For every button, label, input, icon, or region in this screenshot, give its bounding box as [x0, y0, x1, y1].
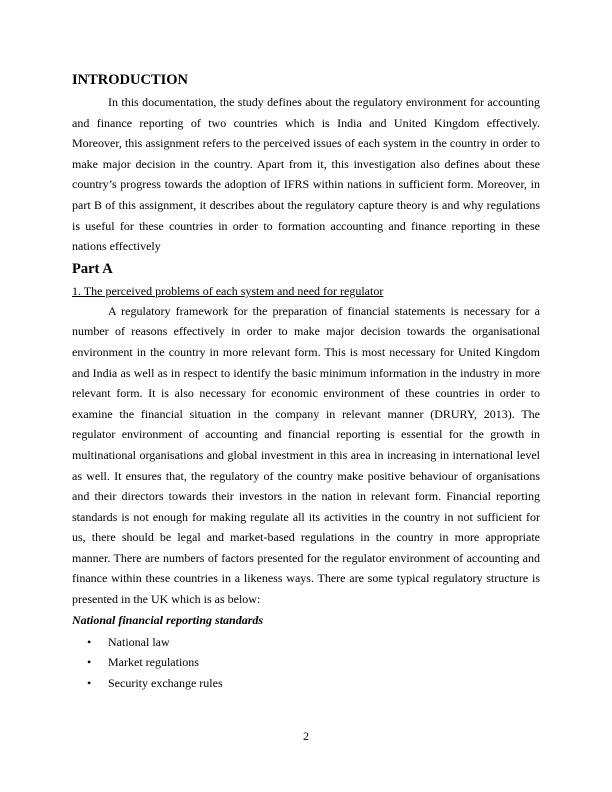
list-item-text: National law [108, 634, 170, 649]
part-a-heading: Part A [72, 260, 113, 277]
page-number: 2 [303, 729, 309, 743]
document-page [72, 70, 540, 693]
list-item [72, 673, 540, 694]
list-item-text: Security exchange rules [108, 675, 223, 690]
list-heading: National financial reporting standards [72, 612, 264, 627]
bullet-icon: • [87, 675, 92, 690]
section-heading: 1. The perceived problems of each system and need for regulator [72, 283, 384, 298]
introduction-paragraph: In this documentation, the study defines about the regulatory environment for accounting and finance reporting of two countries which is India and United Kingdom effectively. Moreover, this assignment refers to the perceived issues of each system in the country in order to make major decision in the country. Apart from it, this investigation also defines about these country’s progress towards the adoption of IFRS within nations in sufficient form. Moreover, in part B of this assignment, it describes about the regulatory capture theory is and why regulations is useful for these countries in order to formation accounting and finance reporting in these nations effectively [72, 95, 540, 254]
list-item [72, 632, 540, 653]
list-item-text: Market regulations [108, 655, 199, 670]
list-item [72, 652, 540, 673]
introduction-heading: INTRODUCTION [72, 72, 189, 88]
bullet-list [72, 632, 540, 694]
bullet-icon: • [87, 655, 92, 670]
section-paragraph: A regulatory framework for the preparation of financial statements is necessary for a number of reasons effectively in order to make major decision towards the organisational environment in the country in more relevant form. This is most necessary for United Kingdom and India as well as in respect to identify the basic minimum information in the industry in more relevant form. It is also necessary for economic environment of these countries in order to examine the financial situation in the company in relevant manner (DRURY, 2013). The regulator environment of accounting and financial reporting is essential for the growth in multinational organisations and global investment in this area in increasing in international level as well. It ensures that, the regulatory of the country make positive behaviour of organisations and their directors towards their investors in the nation in relevant form. Financial reporting standards is not enough for making regulate all its activities in the country in not sufficient for us, there should be legal and market-based regulations in the country in more appropriate manner. There are numbers of factors presented for the regulator environment of accounting and finance within these countries in a likeness ways. There are some typical regulatory structure is presented in the UK which is as below: [72, 303, 540, 607]
bullet-icon: • [87, 634, 92, 649]
